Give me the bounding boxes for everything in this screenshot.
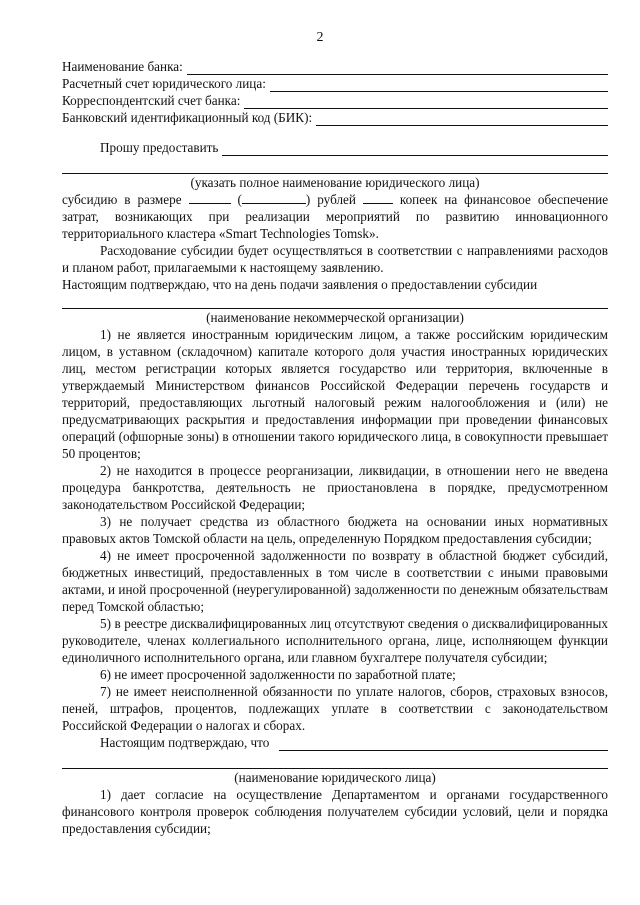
nonprofit-name-blank[interactable] bbox=[62, 296, 608, 309]
settlement-account-blank[interactable] bbox=[270, 79, 608, 92]
amount-blank[interactable] bbox=[189, 191, 231, 204]
bank-name-label: Наименование банка: bbox=[62, 59, 183, 74]
bik-field bbox=[62, 109, 608, 126]
request-prefix: Прошу предоставить bbox=[100, 140, 219, 155]
list-item: 5) в реестре дисквалифицированных лиц отсутствуют сведения о дисквалифицированных руководителе, членах коллегиального исполнительного органа, лице, исполняющем функции единоличного исполнительного органа, или главном бухгалтере получателя субсидии; bbox=[62, 616, 608, 665]
spending-paragraph: Расходование субсидии будет осуществляться в соответствии с направлениями расходов и планом работ, прилагаемыми к настоящему заявлению. bbox=[62, 243, 608, 275]
document-body bbox=[62, 58, 608, 837]
bank-name-field bbox=[62, 58, 608, 75]
list-item: 7) не имеет неисполненной обязанности по уплате налогов, сборов, страховых взносов, пеней, штрафов, процентов, подлежащих уплате в соответствии с законодательством Российской Федерации о налогах и сборах. bbox=[62, 684, 608, 733]
bik-label: Банковский идентификационный код (БИК): bbox=[62, 110, 313, 125]
request-line bbox=[62, 139, 608, 156]
confirm2-line bbox=[62, 734, 608, 751]
list-item: 6) не имеет просроченной задолженности по заработной плате; bbox=[100, 667, 456, 682]
correspondent-account-field bbox=[62, 92, 608, 109]
kopecks-blank[interactable] bbox=[363, 191, 393, 204]
settlement-account-field bbox=[62, 75, 608, 92]
list-item: 2) не находится в процессе реорганизации, ликвидации, в отношении него не введена процедура банкротства, деятельность не приостановлена в порядке, предусмотренном законодательством Российской Федерации; bbox=[62, 463, 608, 512]
confirm-paragraph: Настоящим подтверждаю, что на день подачи заявления о предоставлении субсидии bbox=[62, 277, 538, 292]
amount-words-blank[interactable] bbox=[242, 191, 306, 204]
list-item: 4) не имеет просроченной задолженности по возврату в областной бюджет субсидий, бюджетных инвестиций, предоставленных в том числе в соответствии с иными правовыми актами, и иной просроченной (неурегулированной) задолженности по денежным обязательствам перед Томской областью; bbox=[62, 548, 608, 614]
bank-name-blank[interactable] bbox=[187, 62, 608, 75]
list-item: 1) не является иностранным юридическим лицом, а также российским юридическим лицом, в уставном (складочном) капитале которого доля участия иностранных юридических лиц, местом регистрации которых является государство или территория, включенные в утверждаемый Министерством финансов Российской Федерации перечень государств и территорий, предоставляющих льготный налоговый режим налогообложения и (или) не предусматривающих раскрытия и предоставления информации при проведении финансовых операций (офшорные зоны) в отношении такого юридического лица, в совокупности превышает 50 процентов; bbox=[62, 327, 608, 461]
correspondent-account-blank[interactable] bbox=[244, 96, 608, 109]
subsidy-paragraph: субсидию в размере ( ) рублей копеек на финансовое обеспечение затрат, возникающих при реализации мероприятий по развитию инновационного территориального кластера «Smart Technologies Tomsk». bbox=[62, 192, 609, 241]
correspondent-account-label: Корреспондентский счет банка: bbox=[62, 93, 241, 108]
list-item: 3) не получает средства из областного бюджета на основании иных нормативных правовых актов Томской области на цель, определенную Порядком предоставления субсидии; bbox=[62, 514, 608, 546]
legal-entity-blank[interactable] bbox=[279, 738, 608, 751]
nonprofit-caption: (наименование некоммерческой организации) bbox=[206, 310, 464, 325]
org-name-blank-2[interactable] bbox=[62, 161, 608, 174]
bik-blank[interactable] bbox=[316, 113, 608, 126]
legal-entity-blank-2[interactable] bbox=[62, 756, 608, 769]
org-name-blank[interactable] bbox=[222, 143, 608, 156]
page-number: 2 bbox=[316, 30, 324, 45]
consent-paragraph: 1) дает согласие на осуществление Департаментом и органами государственного финансового контроля проверок соблюдения получателем субсидии условий, цели и порядка предоставления субсидии; bbox=[62, 787, 608, 836]
settlement-account-label: Расчетный счет юридического лица: bbox=[62, 76, 266, 91]
confirm2-label: Настоящим подтверждаю, что bbox=[100, 735, 270, 750]
legal-entity-caption: (наименование юридического лица) bbox=[234, 770, 436, 785]
org-name-caption: (указать полное наименование юридического лица) bbox=[190, 175, 480, 190]
